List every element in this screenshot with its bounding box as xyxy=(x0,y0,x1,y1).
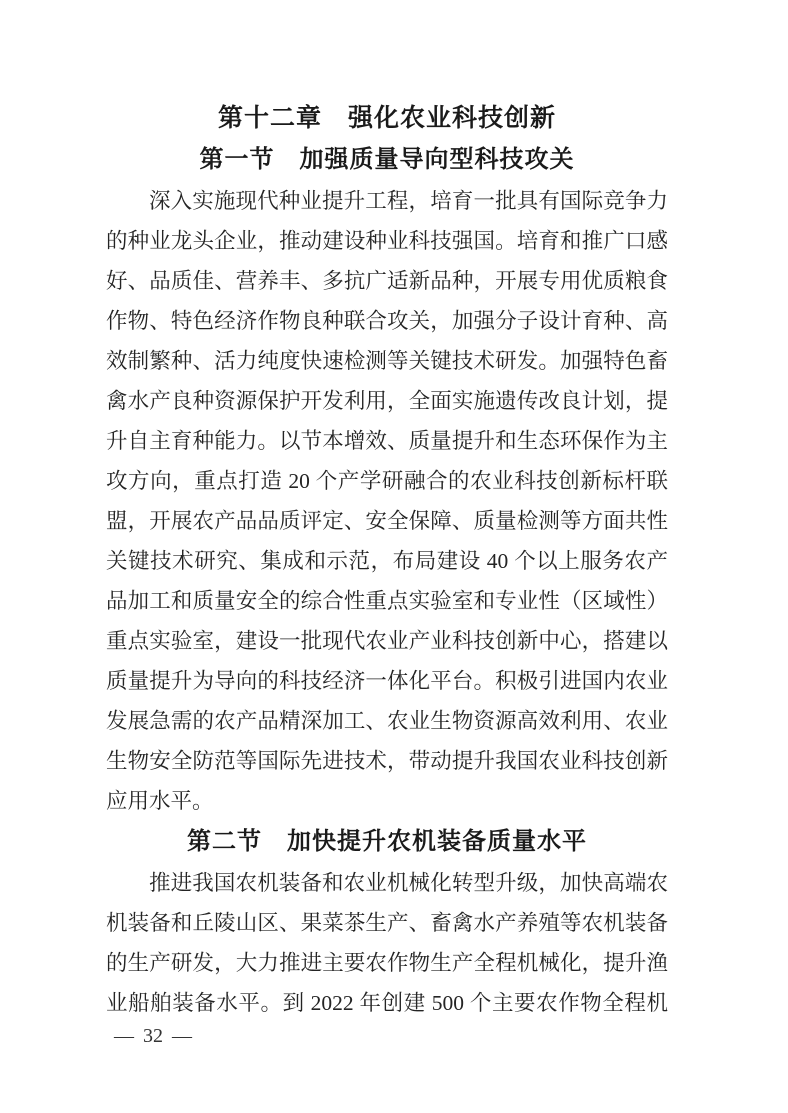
text-line: 品加工和质量安全的综合性重点实验室和专业性（区域性） xyxy=(106,589,668,613)
text-line: 攻方向，重点打造 20 个产学研融合的农业科技创新标杆联 xyxy=(106,469,668,493)
page-number: 32 xyxy=(143,1025,163,1047)
section-1-paragraph xyxy=(106,181,668,821)
text-line: 推进我国农机装备和农业机械化转型升级，加快高端农 xyxy=(149,871,668,895)
text-line: 效制繁种、活力纯度快速检测等关键技术研发。加强特色畜 xyxy=(106,349,668,373)
text-line: 业船舶装备水平。到 2022 年创建 500 个主要农作物全程机 xyxy=(106,991,668,1015)
text-line: 禽水产良种资源保护开发利用，全面实施遗传改良计划，提 xyxy=(106,389,668,413)
section-2-title: 第二节 加快提升农机装备质量水平 xyxy=(187,829,587,855)
text-line: 好、品质佳、营养丰、多抗广适新品种，开展专用优质粮食 xyxy=(106,269,668,293)
text-line: 应用水平。 xyxy=(106,789,214,813)
text-line: 关键技术研究、集成和示范，布局建设 40 个以上服务农产 xyxy=(106,549,668,573)
chapter-title: 第十二章 强化农业科技创新 xyxy=(217,104,556,132)
text-line: 重点实验室，建设一批现代农业产业科技创新中心，搭建以 xyxy=(106,629,668,653)
text-line: 生物安全防范等国际先进技术，带动提升我国农业科技创新 xyxy=(106,749,668,773)
section-1-title: 第一节 加强质量导向型科技攻关 xyxy=(199,147,575,173)
text-line: 的种业龙头企业，推动建设种业科技强国。培育和推广口感 xyxy=(106,229,668,253)
page-number-footer xyxy=(114,1022,192,1050)
text-line: 盟，开展农产品品质评定、安全保障、质量检测等方面共性 xyxy=(106,509,668,533)
footer-right-dash: — xyxy=(172,1025,192,1047)
footer-left-dash: — xyxy=(114,1025,134,1047)
page-content xyxy=(106,0,668,1023)
text-line: 深入实施现代种业提升工程，培育一批具有国际竞争力 xyxy=(149,189,668,213)
section-2-paragraph xyxy=(106,863,668,1023)
text-line: 的生产研发，大力推进主要农作物生产全程机械化，提升渔 xyxy=(106,951,668,975)
text-line: 作物、特色经济作物良种联合攻关，加强分子设计育种、高 xyxy=(106,309,668,333)
text-line: 发展急需的农产品精深加工、农业生物资源高效利用、农业 xyxy=(106,709,668,733)
text-line: 升自主育种能力。以节本增效、质量提升和生态环保作为主 xyxy=(106,429,668,453)
text-line: 机装备和丘陵山区、果菜茶生产、畜禽水产养殖等农机装备 xyxy=(106,911,668,935)
text-line: 质量提升为导向的科技经济一体化平台。积极引进国内农业 xyxy=(106,669,668,693)
